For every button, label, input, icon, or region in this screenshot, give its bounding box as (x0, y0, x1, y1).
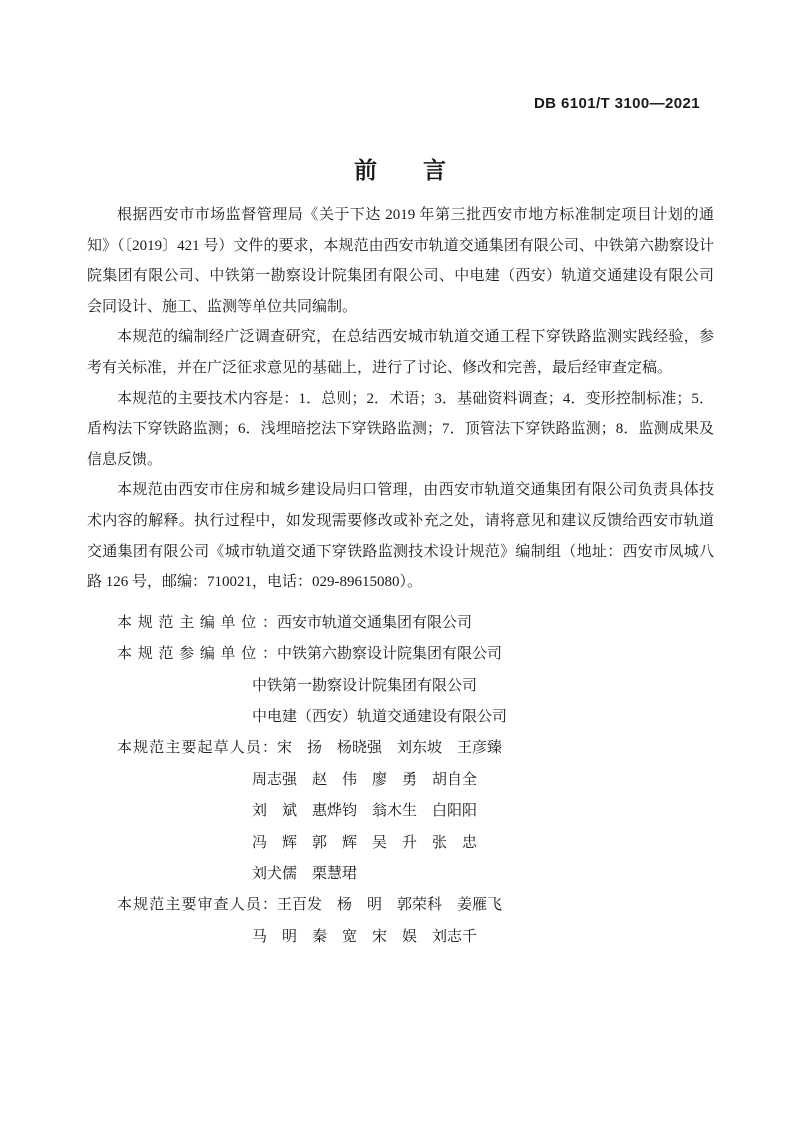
drafter-names: 刘 斌 惠烨钧 翁木生 白阳阳 (252, 803, 478, 820)
paragraph-drafting-process: 本规范的编制经广泛调查研究，在总结西安城市轨道交通工程下穿铁路监测实践经验，参考有关标准，并在广泛征求意见的基础上，进行了讨论、修改和完善，最后经审查定稿。 (87, 329, 714, 376)
drafters-label: 本规范主要起草人员： (117, 740, 277, 757)
drafter-names: 宋 扬 杨晓强 刘东坡 王彦臻 (277, 740, 503, 757)
drafters-row (87, 828, 714, 859)
paragraph-administration-feedback: 本规范由西安市住房和城乡建设局归口管理，由西安市轨道交通集团有限公司负责具体技术内容的解释。执行过程中，如发现需要修改或补充之处，请将意见和建议反馈给西安市轨道交通集团有限公司《城市轨道交通下穿铁路监测技术设计规范》编制组（地址：西安市凤城八路 126 号，邮编：710021，电话：029-89615080）。 (87, 482, 714, 591)
drafters-row (87, 765, 714, 796)
foreword-content (87, 200, 714, 953)
drafters-row (87, 733, 714, 764)
chief-editor-row (87, 608, 714, 639)
chief-editor-unit: 西安市轨道交通集团有限公司 (277, 614, 473, 631)
reviewer-names: 马 明 秦 宽 宋 娱 刘志千 (252, 928, 478, 945)
standard-code: DB 6101/T 3100—2021 (533, 95, 700, 112)
participating-units-row (87, 639, 714, 670)
participating-unit: 中铁第六勘察设计院集团有限公司 (277, 646, 503, 663)
paragraph-technical-contents: 本规范的主要技术内容是：1．总则；2．术语；3．基础资料调查；4．变形控制标准；5．盾构法下穿铁路监测；6．浅埋暗挖法下穿铁路监测；7．顶管法下穿铁路监测；8．监测成果及信息反馈。 (87, 390, 714, 468)
paragraph-drafting-basis: 根据西安市市场监督管理局《关于下达 2019 年第三批西安市地方标准制定项目计划的通知》（〔2019〕421 号）文件的要求，本规范由西安市轨道交通集团有限公司、中铁第六勘察设计院集团有限公司、中铁第一勘察设计院集团有限公司、中电建（西安）轨道交通建设有限公司会同设计、施工、监测等单位共同编制。 (87, 207, 714, 315)
reviewers-row (87, 890, 714, 921)
participating-unit: 中铁第一勘察设计院集团有限公司 (252, 677, 478, 694)
drafters-row (87, 796, 714, 827)
reviewers-row (87, 922, 714, 953)
drafter-names: 冯 辉 郭 辉 吴 升 张 忠 (252, 834, 478, 851)
participating-unit: 中电建（西安）轨道交通建设有限公司 (252, 708, 508, 725)
participating-units-row (87, 671, 714, 702)
foreword-title: 前 言 (354, 158, 446, 183)
drafter-names: 周志强 赵 伟 廖 勇 胡自全 (252, 771, 478, 788)
participating-units-row (87, 702, 714, 733)
reviewer-names: 王百发 杨 明 郭荣科 姜雁飞 (277, 897, 503, 914)
reviewers-label: 本规范主要审查人员： (117, 897, 277, 914)
drafter-names: 刘犬儒 栗慧珺 (252, 865, 358, 882)
chief-editor-label: 本规范主编单位： (117, 614, 277, 631)
drafters-row (87, 859, 714, 890)
participating-units-label: 本规范参编单位： (117, 646, 277, 663)
